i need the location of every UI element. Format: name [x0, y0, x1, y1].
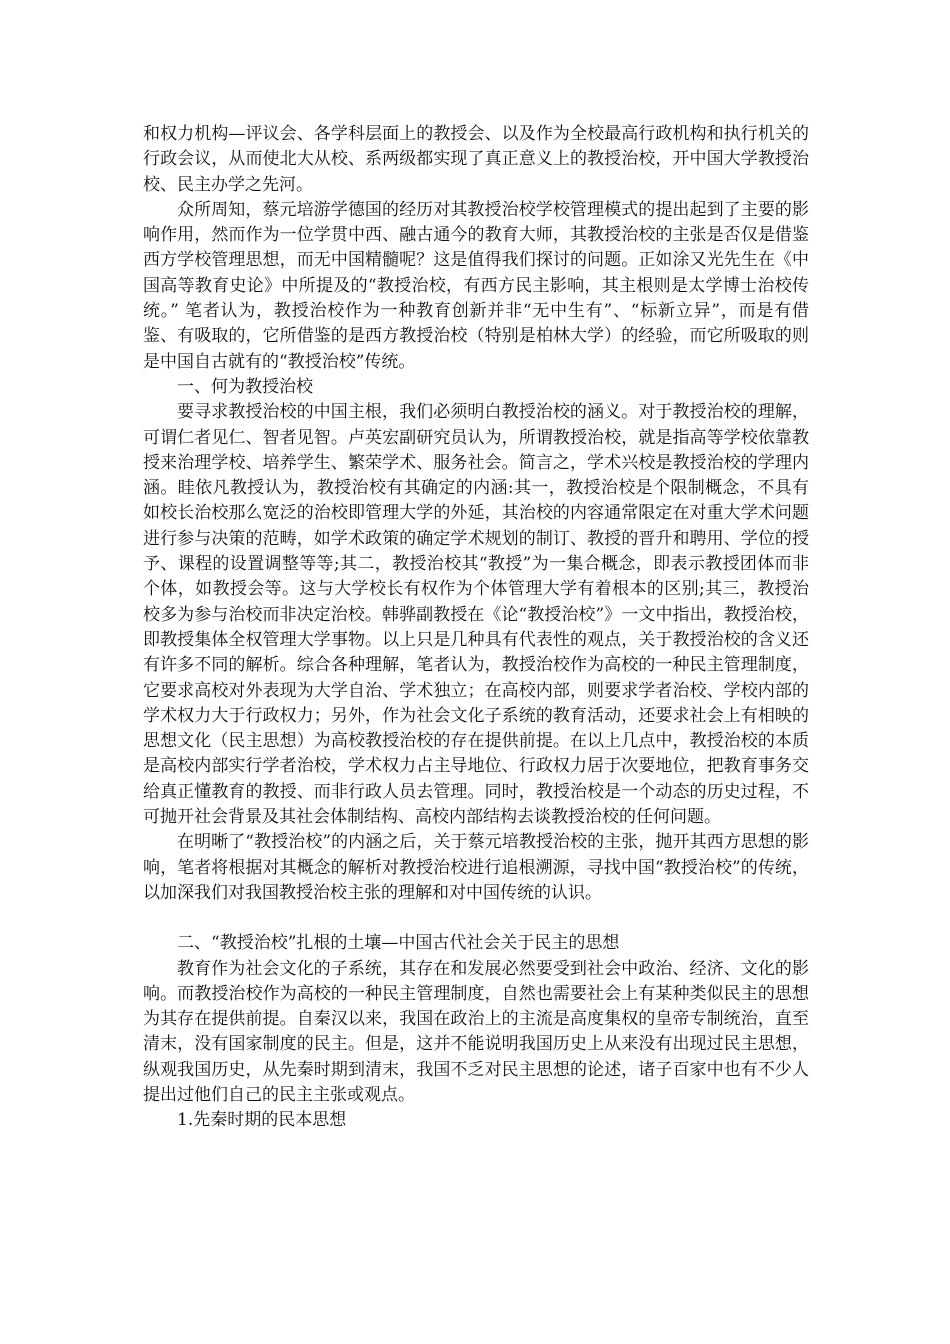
section-heading-what-is-professor-governance: 一、何为教授治校: [177, 376, 313, 397]
paragraph-continuation: 和权力机构—评议会、各学科层面上的教授会、以及作为全校最高行政机构和执行机关的行政会议，从而使北大从校、系两级都实现了真正意义上的教授治校，开中国大学教授治校、民主办学之先河。: [143, 124, 809, 195]
paragraph-education-subsystem: 教育作为社会文化的子系统，其存在和发展必然要受到社会中政治、经济、文化的影响。而教授治校作为高校的一种民主管理制度，自然也需要社会上有某种类似民主的思想为其存在提供前提。自秦汉以来，我国在政治上的主流是高度集权的皇帝专制统治，直至清末，没有国家制度的民主。但是，这并不能说明我国历史上从来没有出现过民主思想，纵观我国历史，从先秦时期到清末，我国不乏对民主思想的论述，诸子百家中也有不少人提出过他们自己的民主主张或观点。: [143, 958, 809, 1105]
blank-line: [143, 906, 809, 931]
section-heading-democratic-thought: 二、“教授治校”扎根的土壤—中国古代社会关于民主的思想: [177, 933, 620, 954]
subsection-heading-pre-qin: 1.先秦时期的民本思想: [177, 1110, 347, 1131]
paragraph-cai-yuanpei-influence: 众所周知，蔡元培游学德国的经历对其教授治校学校管理模式的提出起到了主要的影响作用，然而作为一位学贯中西、融古通今的教育大师，其教授治校的主张是否仅是借鉴西方学校管理思想，而无中国精髓呢？这是值得我们探讨的问题。正如涂又光先生在《中国高等教育史论》中所提及的“教授治校，有西方民主影响，其主根则是太学博士治校传统。” 笔者认为，教授治校作为一种教育创新并非“无中生有”、“标新立异”，而是有借鉴、有吸取的，它所借鉴的是西方教授治校（特别是柏林大学）的经验，而它所吸取的则是中国自古就有的“教授治校”传统。: [143, 199, 809, 372]
document-body: [143, 122, 809, 1134]
paragraph-definition: 要寻求教授治校的中国主根，我们必须明白教授治校的涵义。对于教授治校的理解，可谓仁者见仁、智者见智。卢英宏副研究员认为，所谓教授治校，就是指高等学校依靠教授来治理学校、培养学生、繁荣学术、服务社会。简言之，学术兴校是教授治校的学理内涵。眭依凡教授认为，教授治校有其确定的内涵:其一，教授治校是个限制概念，不具有如校长治校那么宽泛的治校即管理大学的外延，其治校的内容通常限定在对重大学术问题进行参与决策的范畴，如学术政策的确定学术规划的制订、教授的晋升和聘用、学位的授予、课程的设置调整等等;其二，教授治校其“教授”为一集合概念，即表示教授团体而非个体，如教授会等。这与大学校长有权作为个体管理大学有着根本的区别;其三，教授治校多为参与治校而非决定治校。韩骅副教授在《论“教授治校”》一文中指出，教授治校，即教授集体全权管理大学事物。以上只是几种具有代表性的观点，关于教授治校的含义还有许多不同的解析。综合各种理解，笔者认为，教授治校作为高校的一种民主管理制度，它要求高校对外表现为大学自治、学术独立；在高校内部，则要求学者治校、学校内部的学术权力大于行政权力；另外，作为社会文化子系统的教育活动，还要求社会上有相映的思想文化（民主思想）为高校教授治校的存在提供前提。在以上几点中，教授治校的本质是高校内部实行学者治校，学术权力占主导地位、行政权力居于次要地位，把教育事务交给真正懂教育的教授、而非行政人员去管理。同时，教授治校是一个动态的历史过程，不可抛开社会背景及其社会体制结构、高校内部结构去谈教授治校的任何问题。: [143, 402, 809, 828]
paragraph-tracing-origins: 在明晰了“教授治校”的内涵之后，关于蔡元培教授治校的主张，抛开其西方思想的影响，笔者将根据对其概念的解析对教授治校进行追根溯源，寻找中国“教授治校”的传统，以加深我们对我国教授治校主张的理解和对中国传统的认识。: [143, 832, 809, 903]
